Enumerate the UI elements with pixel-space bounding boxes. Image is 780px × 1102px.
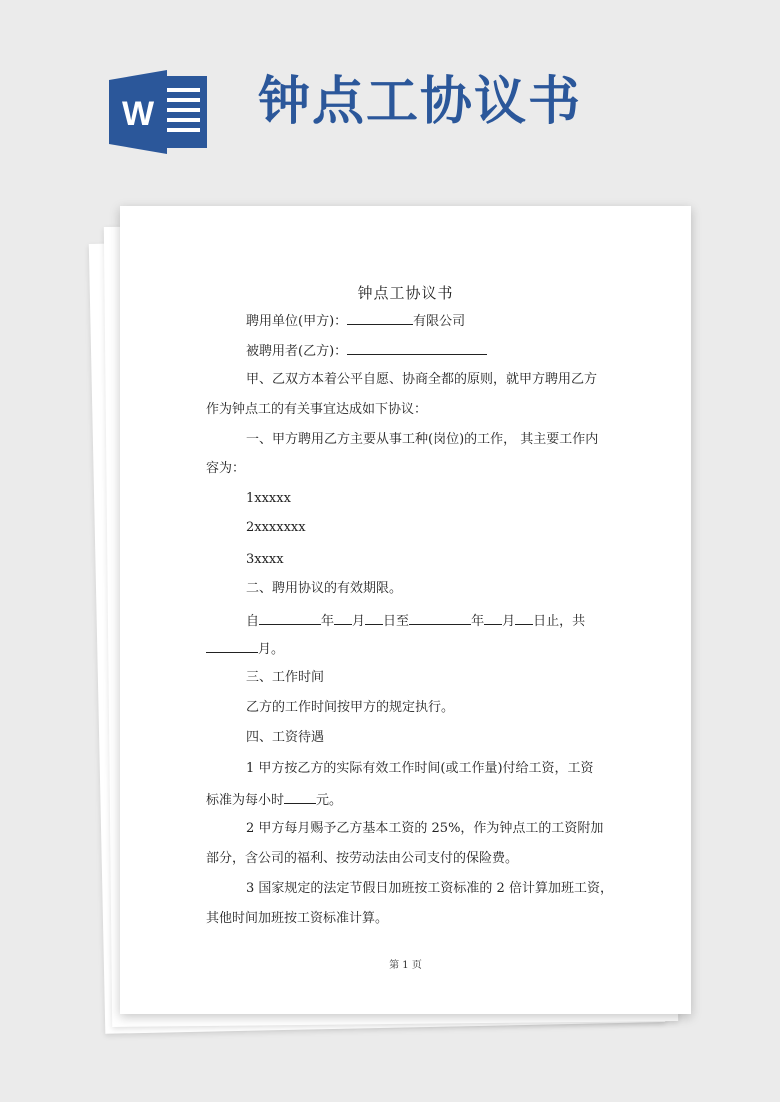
wage-clause-1-line-2 bbox=[206, 791, 342, 809]
section-4-heading: 四、工资待遇 bbox=[246, 730, 325, 745]
work-item-1: 1xxxxx bbox=[246, 491, 291, 506]
wage-clause-3-line-1: 3 国家规定的法定节假日加班按工资标准的 2 倍计算加班工资， bbox=[246, 881, 613, 896]
end-month-blank[interactable] bbox=[484, 612, 502, 625]
document-title: 钟点工协议书 bbox=[357, 284, 454, 302]
work-item-3: 3xxxx bbox=[246, 552, 284, 567]
work-item-2: 2xxxxxxx bbox=[246, 520, 306, 535]
period-day-end: 日止，共 bbox=[533, 614, 586, 629]
hourly-rate-suffix: 元。 bbox=[316, 793, 343, 808]
period-day-to: 日至 bbox=[383, 614, 410, 629]
word-icon-letter: W bbox=[121, 95, 155, 133]
section-3-heading: 三、工作时间 bbox=[246, 670, 325, 685]
header-title: 钟点工协议书 bbox=[258, 72, 583, 132]
start-day-blank[interactable] bbox=[365, 612, 383, 625]
period-year: 年 bbox=[321, 614, 335, 629]
end-year-blank[interactable] bbox=[409, 612, 471, 625]
hourly-rate-prefix: 标准为每小时 bbox=[206, 793, 285, 808]
employer-line bbox=[246, 312, 465, 330]
wage-clause-2-line-1: 2 甲方每月赐予乙方基本工资的 25%，作为钟点工的工资附加 bbox=[246, 821, 604, 836]
employer-blank[interactable] bbox=[347, 312, 413, 325]
period-line bbox=[246, 612, 585, 630]
wage-clause-1-line-1: 1 甲方按乙方的实际有效工作时间(或工作量)付给工资，工资 bbox=[246, 761, 594, 776]
end-day-blank[interactable] bbox=[515, 612, 533, 625]
word-icon bbox=[109, 70, 209, 154]
period-month-2: 月 bbox=[502, 614, 516, 629]
period-from: 自 bbox=[246, 614, 260, 629]
period-months-line bbox=[206, 640, 284, 658]
employer-suffix: 有限公司 bbox=[413, 314, 466, 329]
period-year-2: 年 bbox=[471, 614, 485, 629]
employer-label: 聘用单位(甲方)： bbox=[246, 314, 348, 329]
section-3-text: 乙方的工作时间按甲方的规定执行。 bbox=[246, 700, 455, 715]
document-page bbox=[120, 206, 691, 1014]
start-month-blank[interactable] bbox=[334, 612, 352, 625]
page-number: 第 1 页 bbox=[389, 960, 422, 971]
employee-label: 被聘用者(乙方)： bbox=[246, 344, 348, 359]
intro-line-2: 作为钟点工的有关事宜达成如下协议： bbox=[206, 402, 428, 417]
intro-line-1: 甲、乙双方本着公平自愿、协商全都的原则，就甲方聘用乙方 bbox=[246, 372, 598, 387]
start-year-blank[interactable] bbox=[259, 612, 321, 625]
wage-clause-2-line-2: 部分，含公司的福利、按劳动法由公司支付的保险费。 bbox=[206, 851, 519, 866]
period-months: 月。 bbox=[258, 642, 285, 657]
hourly-rate-blank[interactable] bbox=[284, 791, 316, 804]
employee-blank[interactable] bbox=[347, 342, 487, 355]
months-blank[interactable] bbox=[206, 640, 258, 653]
period-month: 月 bbox=[352, 614, 366, 629]
employee-line bbox=[246, 342, 487, 360]
section-2-heading: 二、聘用协议的有效期限。 bbox=[246, 581, 403, 596]
wage-clause-3-line-2: 其他时间加班按工资标准计算。 bbox=[206, 911, 389, 926]
section-1-line-1: 一、甲方聘用乙方主要从事工种(岗位)的工作， 其主要工作内 bbox=[246, 432, 599, 447]
section-1-line-2: 容为： bbox=[206, 461, 246, 476]
